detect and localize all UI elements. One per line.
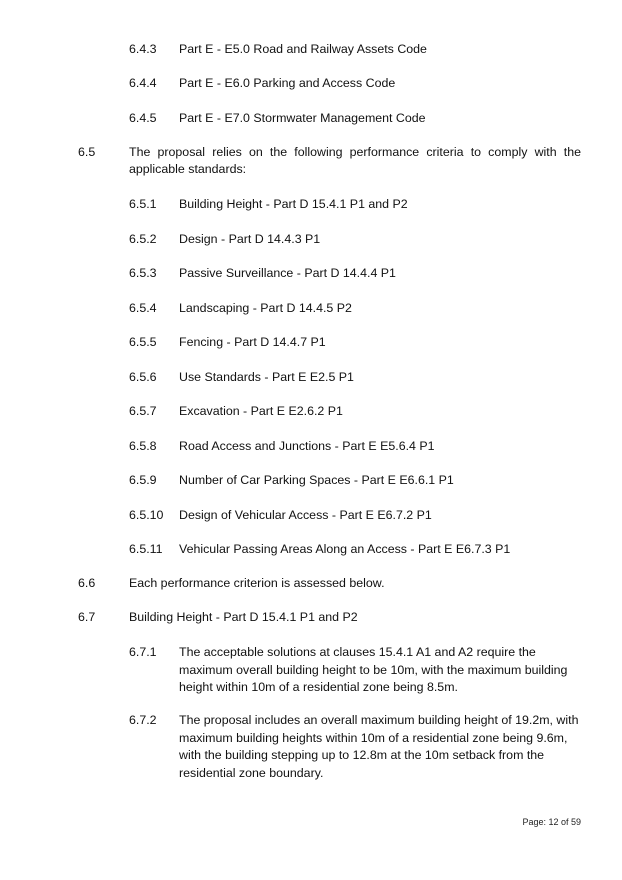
- item-text: Design of Vehicular Access - Part E E6.7.2 P1: [179, 508, 432, 522]
- item-number: 6.5.5: [129, 335, 157, 349]
- item-number: 6.5.11: [129, 542, 163, 556]
- paragraph-6-7-1: [0, 644, 622, 698]
- item-text: Road Access and Junctions - Part E E5.6.4 P1: [179, 439, 435, 453]
- list-item: [0, 230, 622, 248]
- section-heading: Building Height - Part D 15.4.1 P1 and P2: [129, 610, 358, 624]
- item-number: 6.5.3: [129, 266, 157, 280]
- item-text: Part E - E7.0 Stormwater Management Code: [179, 111, 426, 125]
- item-number: 6.5.7: [129, 404, 157, 418]
- item-text: Use Standards - Part E E2.5 P1: [179, 370, 354, 384]
- list-item: [0, 540, 622, 558]
- item-text: Design - Part D 14.4.3 P1: [179, 232, 321, 246]
- item-text: Building Height - Part D 15.4.1 P1 and P2: [179, 197, 408, 211]
- list-item: [0, 264, 622, 282]
- item-number: 6.5.2: [129, 232, 157, 246]
- section-6-6: [0, 575, 622, 593]
- list-item: [0, 109, 622, 127]
- paragraph-text: The acceptable solutions at clauses 15.4.1 A1 and A2 require the maximum overall building height to be 10m, with the maximum building height within 10m of a residential zone being 8.5m.: [179, 645, 568, 694]
- list-item: [0, 74, 622, 92]
- item-text: Part E - E6.0 Parking and Access Code: [179, 76, 396, 90]
- list-item: [0, 402, 622, 420]
- item-text: Excavation - Part E E2.6.2 P1: [179, 404, 343, 418]
- section-6-5: [0, 144, 622, 180]
- page-number: Page: 12 of 59: [522, 817, 581, 827]
- item-number: 6.4.4: [129, 76, 157, 90]
- list-item: [0, 471, 622, 489]
- item-number: 6.5.10: [129, 508, 164, 522]
- paragraph-number: 6.7.2: [129, 713, 157, 727]
- item-number: 6.4.5: [129, 111, 157, 125]
- item-text: Fencing - Part D 14.4.7 P1: [179, 335, 326, 349]
- item-text: Part E - E5.0 Road and Railway Assets Code: [179, 42, 427, 56]
- list-item: [0, 195, 622, 213]
- item-number: 6.5.6: [129, 370, 157, 384]
- item-number: 6.4.3: [129, 42, 157, 56]
- section-6-7: [0, 609, 622, 627]
- list-item: [0, 368, 622, 386]
- item-number: 6.5.4: [129, 301, 157, 315]
- list-item: [0, 333, 622, 351]
- item-number: 6.5.8: [129, 439, 157, 453]
- section-number: 6.7: [78, 610, 96, 624]
- item-number: 6.5.1: [129, 197, 157, 211]
- section-number: 6.5: [78, 145, 96, 159]
- paragraph-number: 6.7.1: [129, 645, 157, 659]
- list-item: [0, 299, 622, 317]
- item-text: Passive Surveillance - Part D 14.4.4 P1: [179, 266, 396, 280]
- section-text: The proposal relies on the following performance criteria to comply with the applicable standards:: [129, 145, 581, 176]
- item-text: Number of Car Parking Spaces - Part E E6.6.1 P1: [179, 473, 454, 487]
- section-text: Each performance criterion is assessed below.: [129, 576, 385, 590]
- paragraph-6-7-2: [0, 712, 622, 784]
- item-text: Landscaping - Part D 14.4.5 P2: [179, 301, 352, 315]
- list-item: [0, 40, 622, 58]
- list-item: [0, 506, 622, 524]
- list-item: [0, 437, 622, 455]
- item-number: 6.5.9: [129, 473, 157, 487]
- paragraph-text: The proposal includes an overall maximum building height of 19.2m, with maximum building heights within 10m of a residential zone being 9.6m, with the building stepping up to 12.8m at the 10m setback from the residential zone boundary.: [179, 713, 579, 780]
- section-number: 6.6: [78, 576, 96, 590]
- item-text: Vehicular Passing Areas Along an Access - Part E E6.7.3 P1: [179, 542, 511, 556]
